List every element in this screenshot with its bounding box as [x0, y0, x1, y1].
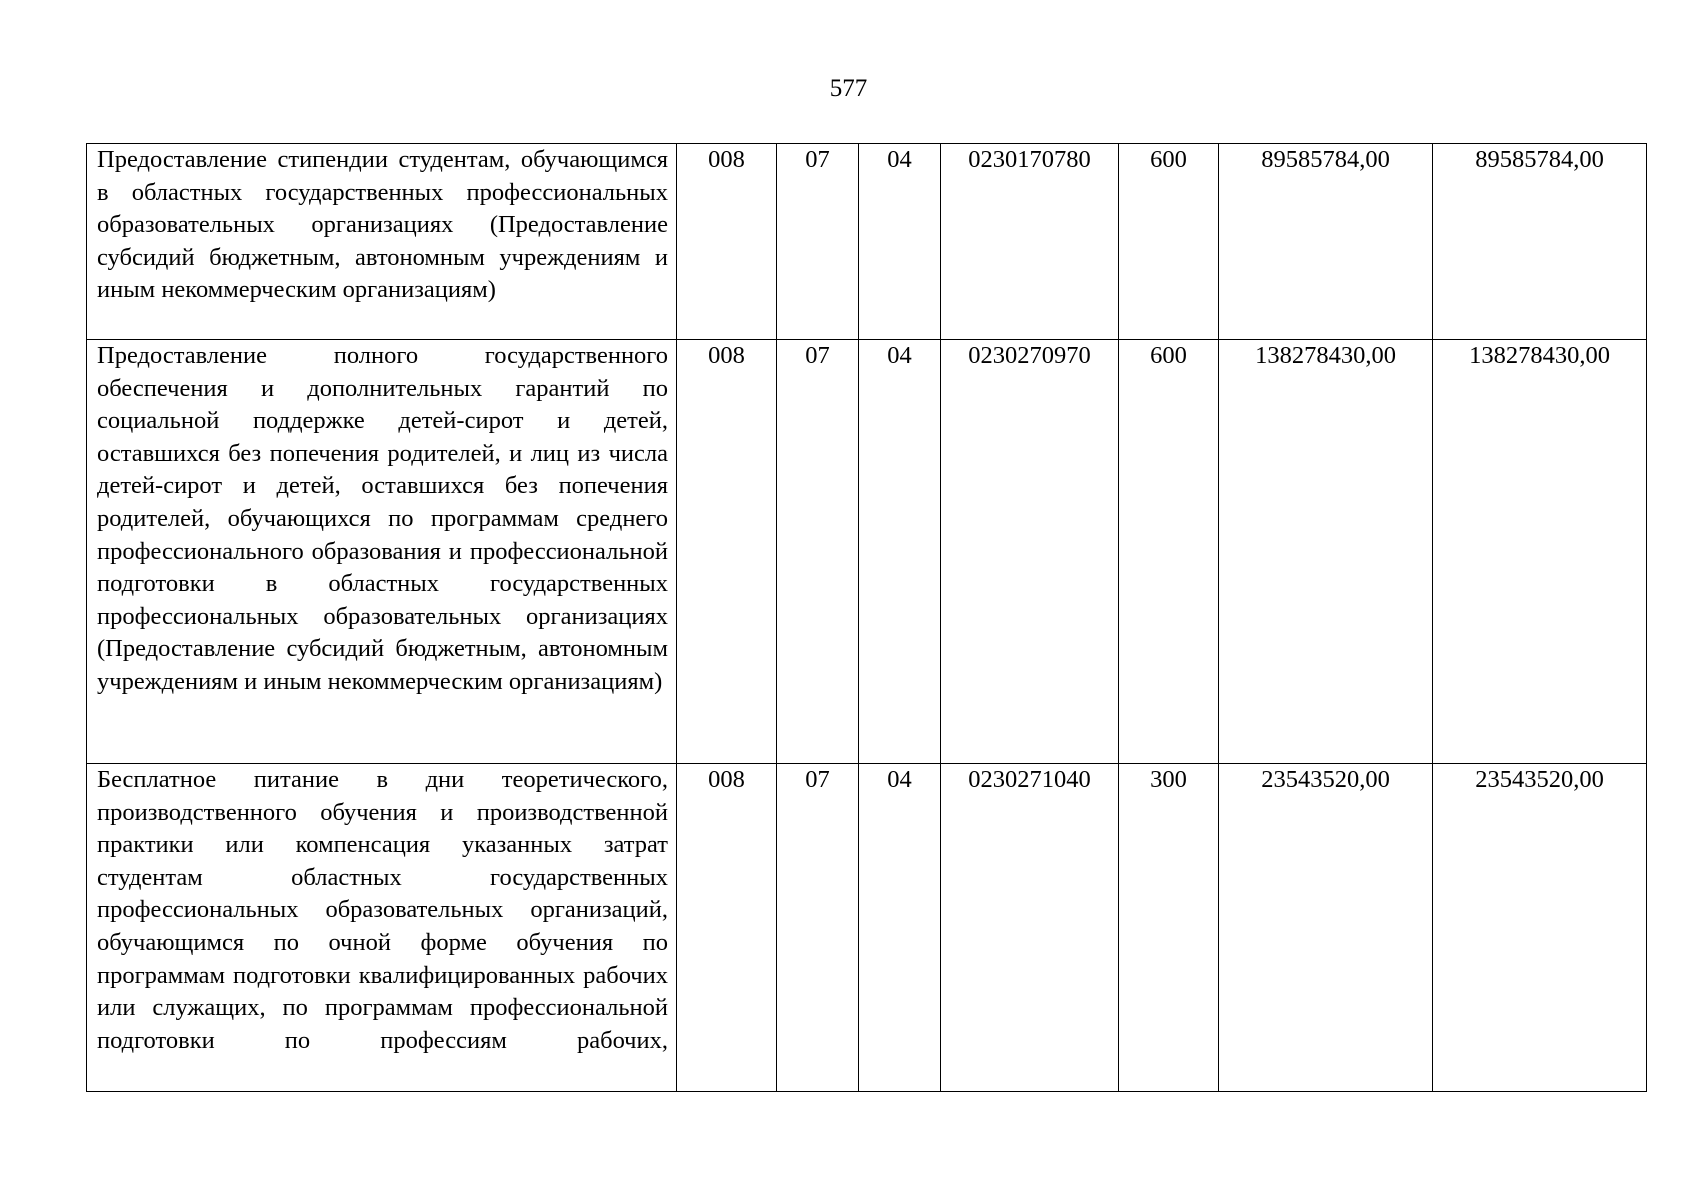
- ministry-code: 008: [677, 144, 777, 340]
- amount-first: 138278430,00: [1219, 340, 1433, 764]
- row-description: Предоставление полного государственного обеспечения и дополнительных гарантий по социальной поддержке детей-сирот и детей, оставшихся без попечения родителей, и лиц из числа детей-сирот и детей, оставшихся без попечения родителей, обучающихся по программам среднего профессионального образования и профессиональной подготовки в областных государственных профессиональных образовательных организациях (Предоставление субсидий бюджетным, автономным учреждениям и иным некоммерческим организациям): [87, 340, 677, 764]
- expense-type-code: 300: [1119, 764, 1219, 1092]
- row-description: Предоставление стипендии студентам, обучающимся в областных государственных профессиональных образовательных организациях (Предоставление субсидий бюджетным, автономным учреждениям и иным некоммерческим организациям): [87, 144, 677, 340]
- page-number: 577: [829, 75, 868, 102]
- table-row: [87, 144, 1647, 340]
- amount-second: 138278430,00: [1433, 340, 1647, 764]
- amount-second: 89585784,00: [1433, 144, 1647, 340]
- subsection-code: 04: [859, 764, 941, 1092]
- budget-table: [86, 143, 1647, 1092]
- section-code: 07: [777, 144, 859, 340]
- expense-type-code: 600: [1119, 144, 1219, 340]
- amount-first: 89585784,00: [1219, 144, 1433, 340]
- subsection-code: 04: [859, 340, 941, 764]
- row-description: Бесплатное питание в дни теоретического, производственного обучения и производственной практики или компенсация указанных затрат студентам областных государственных профессиональных образовательных организаций, обучающимся по очной форме обучения по программам подготовки квалифицированных рабочих или служащих, по программам профессиональной подготовки по профессиям рабочих,: [87, 764, 677, 1092]
- target-article-code: 0230271040: [941, 764, 1119, 1092]
- section-code: 07: [777, 764, 859, 1092]
- section-code: 07: [777, 340, 859, 764]
- table-row: [87, 340, 1647, 764]
- table-row: [87, 764, 1647, 1092]
- subsection-code: 04: [859, 144, 941, 340]
- amount-second: 23543520,00: [1433, 764, 1647, 1092]
- amount-first: 23543520,00: [1219, 764, 1433, 1092]
- ministry-code: 008: [677, 340, 777, 764]
- ministry-code: 008: [677, 764, 777, 1092]
- target-article-code: 0230270970: [941, 340, 1119, 764]
- target-article-code: 0230170780: [941, 144, 1119, 340]
- expense-type-code: 600: [1119, 340, 1219, 764]
